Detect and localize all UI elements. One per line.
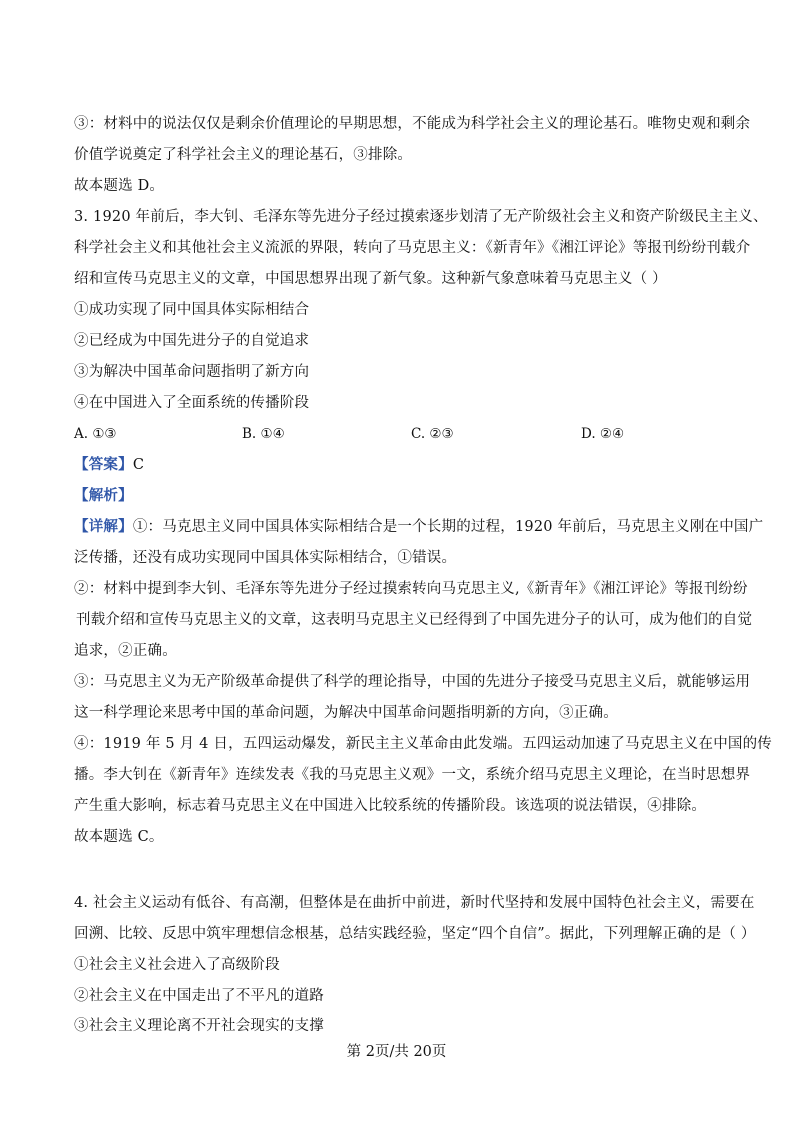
- statement-1: ①成功实现了同中国具体实际相结合: [74, 302, 310, 318]
- answer-tag: 【答案】: [74, 456, 133, 473]
- question-4-statement-1: ①社会主义社会进入了高级阶段: [74, 957, 280, 973]
- question-4-text: 回溯、比较、反思中筑牢理想信念根基，总结实践经验，坚定“四个自信”。据此，下列理解正确的是（ ）: [74, 926, 756, 942]
- statement-3: ③为解决中国革命问题指明了新方向: [74, 364, 310, 380]
- text-line: 这一科学理论来思考中国的革命问题，为解决中国革命问题指明新的方向，③正确。: [74, 705, 618, 721]
- question-4-text: 4. 社会主义运动有低谷、有高潮，但整体是在曲折中前进，新时代坚持和发展中国特色社会主义，需要在: [74, 895, 755, 911]
- question-4-statement-3: ③社会主义理论离不开社会现实的支撑: [74, 1018, 324, 1034]
- question-3-text: 绍和宣传马克思主义的文章，中国思想界出现了新气象。这种新气象意味着马克思主义（ ）: [74, 271, 667, 287]
- question-4-statement-2: ②社会主义在中国走出了不平凡的道路: [74, 988, 324, 1004]
- text-line: 产生重大影响，标志着马克思主义在中国进入比较系统的传播阶段。该选项的说法错误，④排除。: [74, 798, 707, 814]
- text-line: 追求，②正确。: [74, 643, 177, 659]
- answer-line: [74, 455, 144, 475]
- text-line: ④：1919 年 5 月 4 日，五四运动爆发，新民主主义革命由此发端。五四运动加速了马克思主义在中国的传: [74, 736, 772, 752]
- option-c: C. ②③: [411, 426, 454, 442]
- option-a: A. ①③: [74, 426, 117, 442]
- option-d: D. ②④: [581, 426, 625, 442]
- detail-line: [74, 517, 763, 537]
- statement-2: ②已经成为中国先进分子的自觉追求: [74, 333, 310, 349]
- question-3-text: 3. 1920 年前后，李大钊、毛泽东等先进分子经过摸索逐步划清了无产阶级社会主义和资产阶级民主主义、: [74, 209, 768, 225]
- text-line: ②：材料中提到李大钊、毛泽东等先进分子经过摸索转向马克思主义,《新青年》《湘江评论》等报刊纷纷: [74, 581, 748, 597]
- text-line: ③：材料中的说法仅仅是剩余价值理论的早期思想，不能成为科学社会主义的理论基石。唯物史观和剩余: [74, 116, 751, 132]
- text-line: 故本题选 D。: [74, 178, 165, 194]
- question-3-text: 科学社会主义和其他社会主义流派的界限，转向了马克思主义：《新青年》《湘江评论》等报刊纷纷刊载介: [74, 240, 751, 256]
- text-line: 泛传播，还没有成功实现同中国具体实际相结合，①错误。: [74, 550, 457, 566]
- answer-value: C: [132, 457, 145, 473]
- analysis-tag: 【解析】: [74, 487, 133, 504]
- page-footer: 第 2页/共 20页: [346, 1044, 447, 1060]
- text-line: 故本题选 C。: [74, 829, 164, 845]
- text-line: 播。李大钊在《新青年》连续发表《我的马克思主义观》一文，系统介绍马克思主义理论，在当时思想界: [74, 767, 751, 783]
- analysis-line: [74, 486, 133, 506]
- detail-tag: 【详解】: [74, 518, 133, 535]
- text-line: ③：马克思主义为无产阶级革命提供了科学的理论指导，中国的先进分子接受马克思主义后，就能够运用: [74, 674, 751, 690]
- text-line: 价值学说奠定了科学社会主义的理论基石，③排除。: [74, 147, 413, 163]
- text-line: 刊载介绍和宣传马克思主义的文章，这表明马克思主义已经得到了中国先进分子的认可，成为他们的自觉: [76, 612, 753, 628]
- detail-text: ①：马克思主义同中国具体实际相结合是一个长期的过程，1920 年前后，马克思主义刚在中国广: [132, 519, 764, 535]
- option-b: B. ①④: [242, 426, 285, 442]
- statement-4: ④在中国进入了全面系统的传播阶段: [74, 395, 310, 411]
